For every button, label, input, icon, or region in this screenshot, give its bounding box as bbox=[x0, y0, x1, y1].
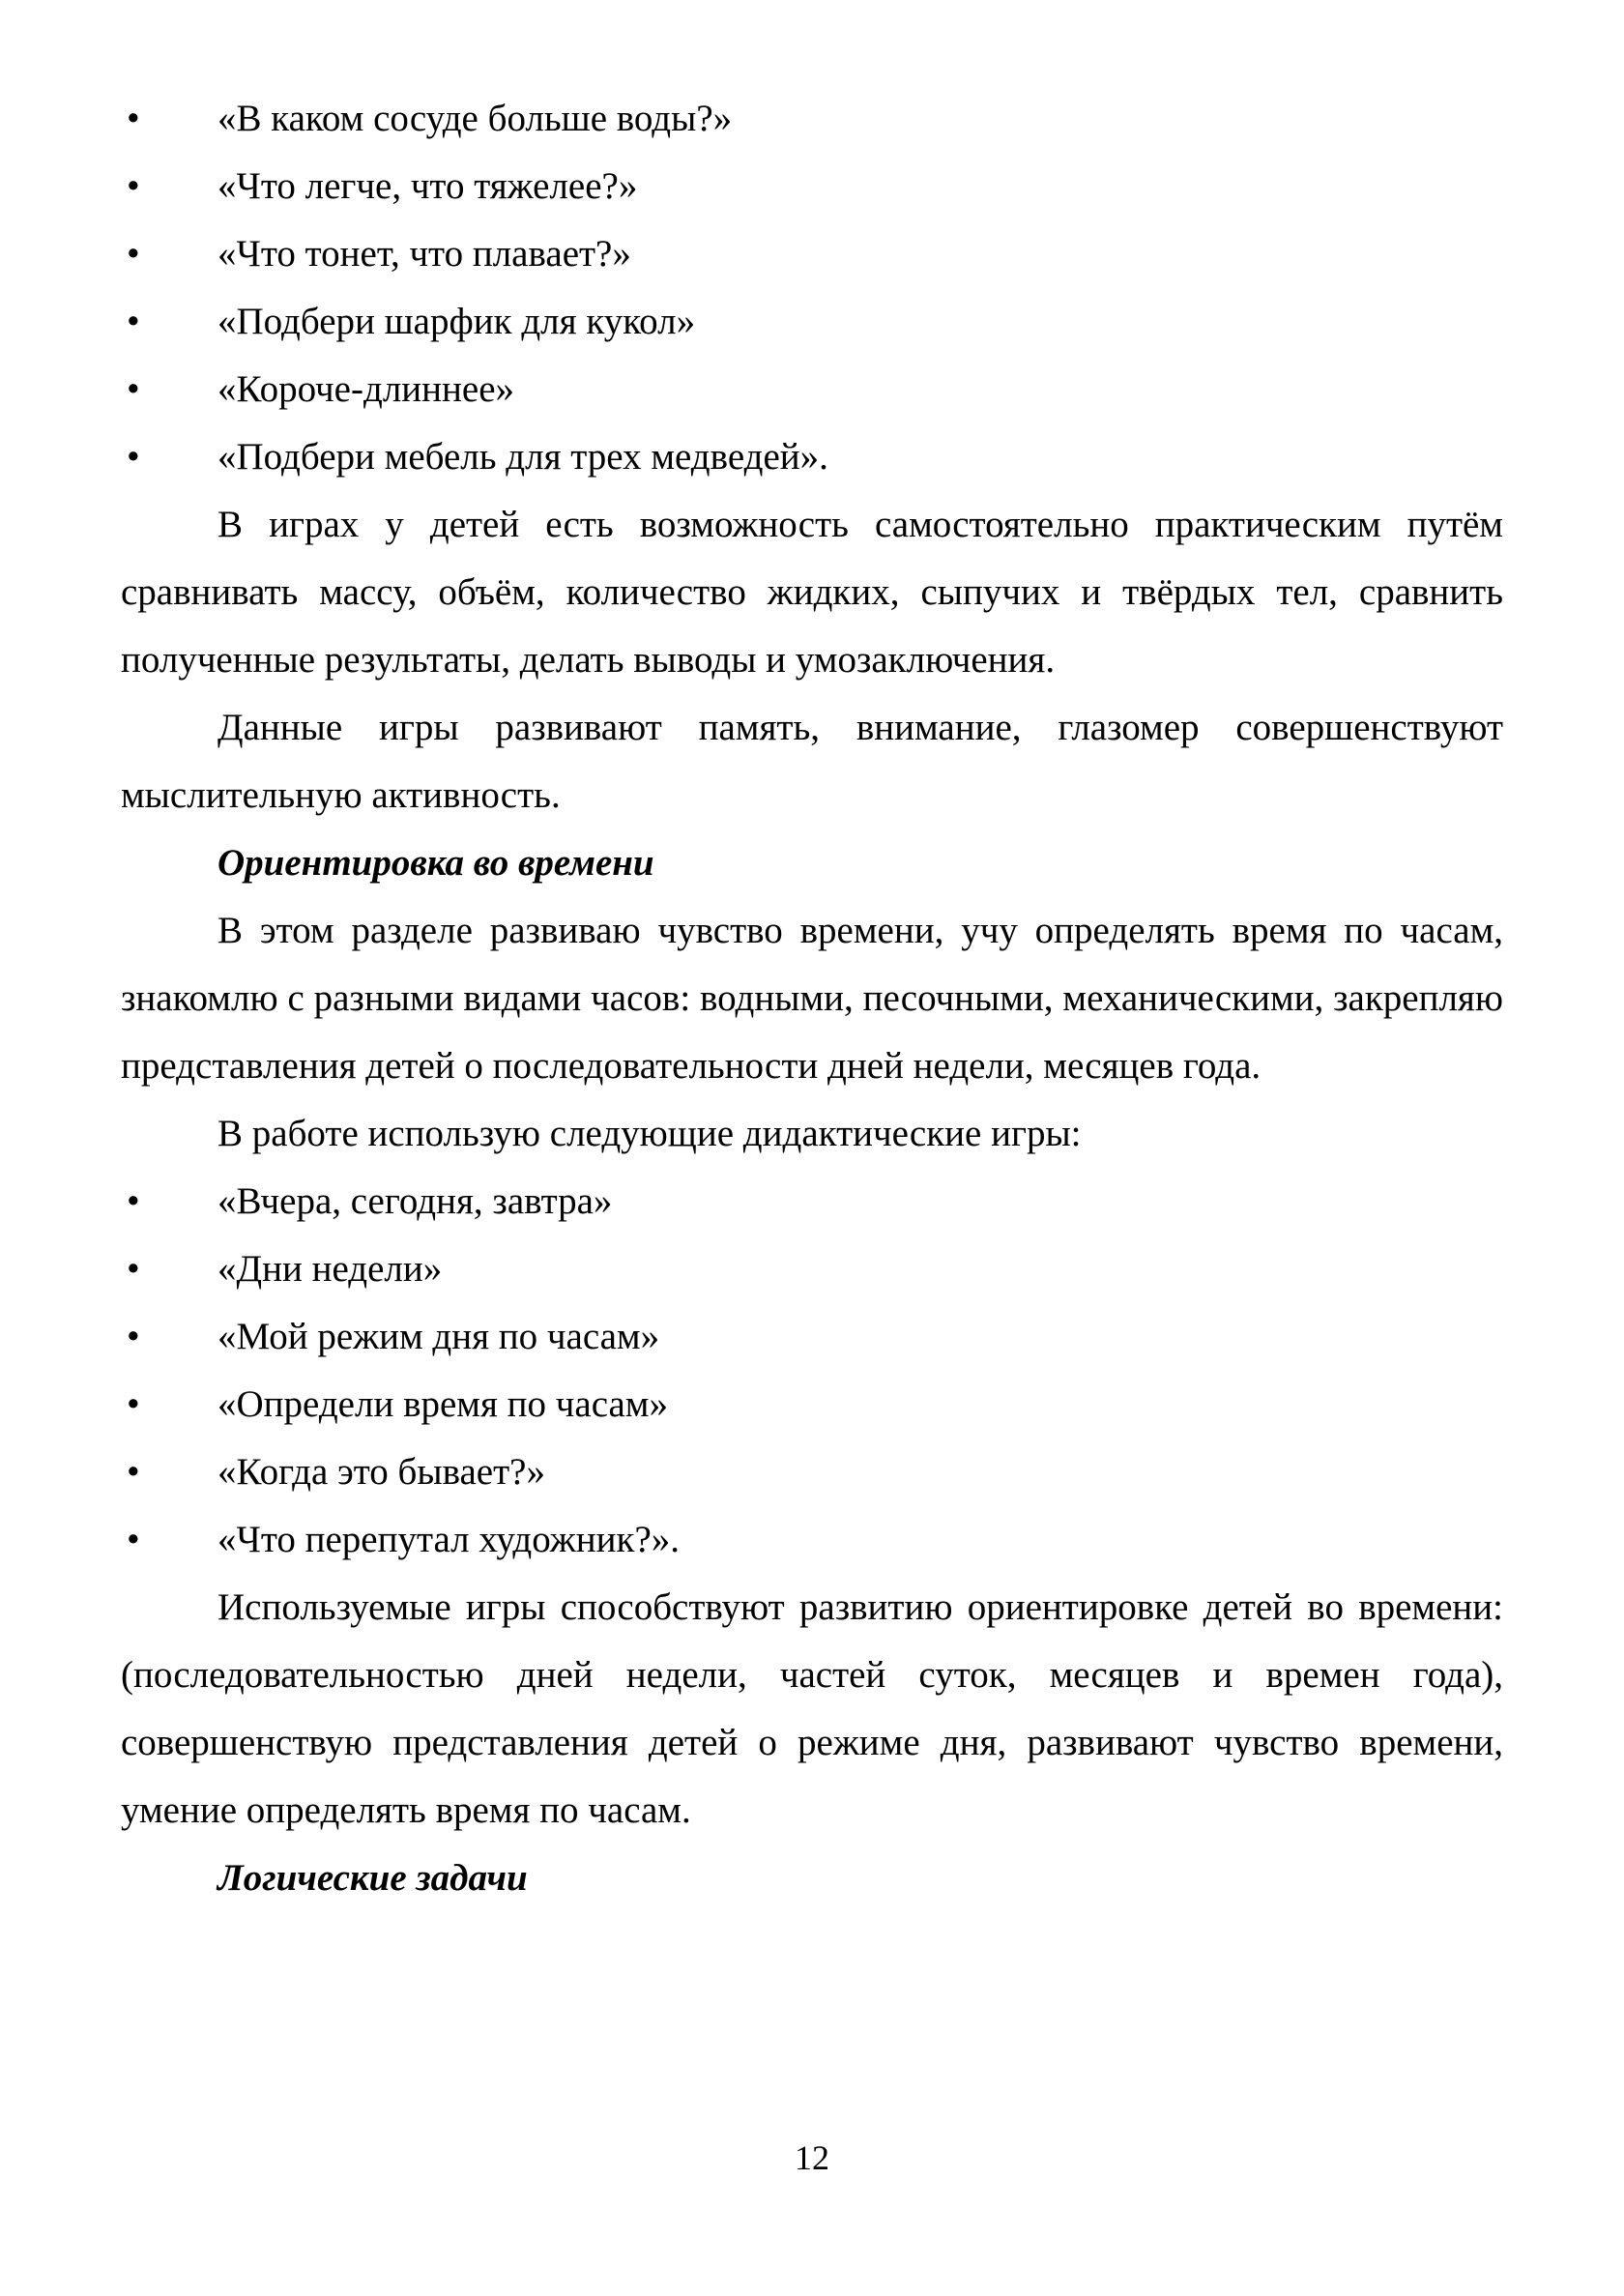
section-heading: Логические задачи bbox=[218, 1857, 528, 1899]
list-item bbox=[121, 1303, 1503, 1371]
list-item-text: «Подбери мебель для трех медведей». bbox=[218, 436, 828, 478]
list-item bbox=[121, 1235, 1503, 1303]
list-item-text: «Подбери шарфик для кукол» bbox=[218, 301, 696, 342]
list-item bbox=[121, 1168, 1503, 1235]
list-item-text: «Короче-длиннее» bbox=[218, 368, 515, 410]
paragraph: В этом разделе развиваю чувство времени, учу определять время по часам, знакомлю с разными видами часов: водными, песочными, механическими, закрепляю представления детей о последовательности дней недели, месяцев года. bbox=[121, 910, 1503, 1087]
list-item bbox=[121, 356, 1503, 423]
list-item-text: «Когда это бывает?» bbox=[218, 1451, 545, 1493]
list-item-text: «Что тонет, что плавает?» bbox=[218, 233, 631, 275]
list-item bbox=[121, 1506, 1503, 1574]
list-item bbox=[121, 153, 1503, 220]
list-item bbox=[121, 423, 1503, 491]
bullet-icon: • bbox=[127, 301, 140, 342]
bullet-icon: • bbox=[127, 98, 140, 139]
bullet-icon: • bbox=[127, 1316, 140, 1357]
paragraph: В работе использую следующие дидактические игры: bbox=[218, 1113, 1082, 1154]
list-item-text: «Что перепутал художник?». bbox=[218, 1519, 680, 1560]
list-item-text: «Дни недели» bbox=[218, 1248, 443, 1290]
bullet-icon: • bbox=[127, 368, 140, 410]
bullet-icon: • bbox=[127, 233, 140, 275]
bullet-icon: • bbox=[127, 1451, 140, 1493]
list-item bbox=[121, 1371, 1503, 1439]
bullet-icon: • bbox=[127, 436, 140, 478]
bullet-icon: • bbox=[127, 1180, 140, 1222]
document-body bbox=[121, 85, 1503, 1912]
list-item-text: «Определи время по часам» bbox=[218, 1383, 668, 1425]
paragraph: В играх у детей есть возможность самостоятельно практическим путём сравнивать массу, объём, количество жидких, сыпучих и твёрдых тел, сравнить полученные результаты, делать выводы и умозаключения. bbox=[121, 504, 1503, 681]
list-item-text: «В каком сосуде больше воды?» bbox=[218, 98, 733, 139]
list-item bbox=[121, 1439, 1503, 1506]
bullet-icon: • bbox=[127, 1383, 140, 1425]
list-item bbox=[121, 85, 1503, 153]
section-heading: Ориентировка во времени bbox=[218, 842, 654, 884]
page-number: 12 bbox=[795, 2138, 829, 2177]
bullet-icon: • bbox=[127, 1519, 140, 1560]
list-item-text: «Что легче, что тяжелее?» bbox=[218, 165, 638, 207]
paragraph: Данные игры развивают память, внимание, глазомер совершенствуют мыслительную активность. bbox=[121, 707, 1503, 816]
list-item-text: «Вчера, сегодня, завтра» bbox=[218, 1180, 613, 1222]
list-item bbox=[121, 220, 1503, 288]
list-item bbox=[121, 288, 1503, 356]
bullet-icon: • bbox=[127, 1248, 140, 1290]
bullet-icon: • bbox=[127, 165, 140, 207]
paragraph: Используемые игры способствуют развитию ориентировке детей во времени: (последовательностью дней недели, частей суток, месяцев и времен года), совершенствую представления детей о режиме дня, развивают чувство времени, умение определять время по часам. bbox=[121, 1586, 1503, 1831]
list-item-text: «Мой режим дня по часам» bbox=[218, 1316, 660, 1357]
